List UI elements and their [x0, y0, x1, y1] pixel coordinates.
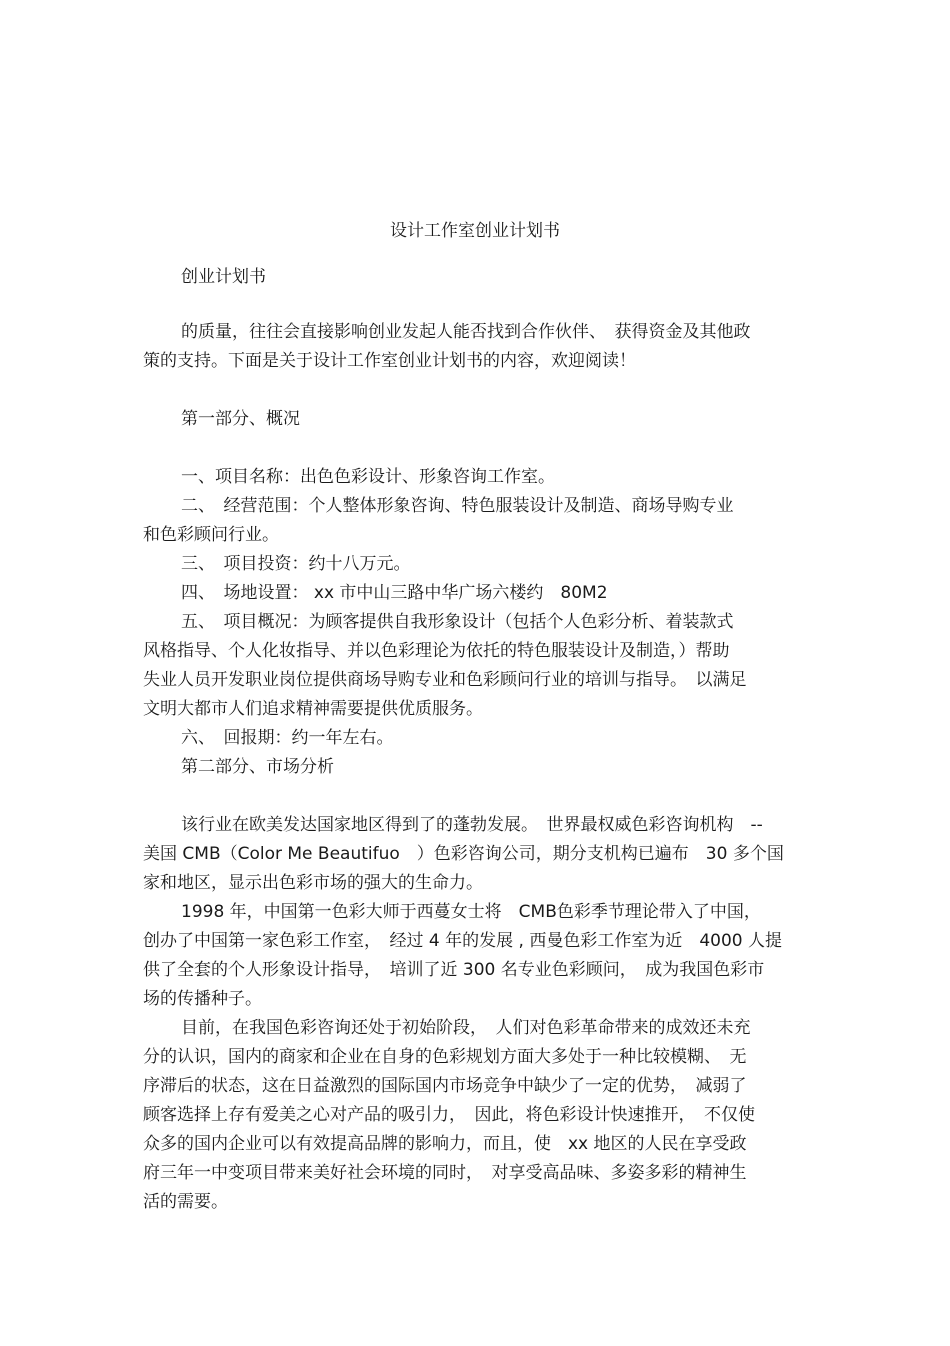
document-subtitle: 创业计划书 — [181, 267, 266, 287]
part2-line: 目前，在我国色彩咨询还处于初始阶段， 人们对色彩革命带来的成效还未充 — [181, 1018, 751, 1038]
part2-line: 分的认识，国内的商家和企业在自身的色彩规划方面大多处于一种比较模糊、 无 — [143, 1047, 747, 1067]
part2-line: 1998 年，中国第一色彩大师于西蔓女士将 CMB色彩季节理论带入了中国， — [181, 902, 761, 922]
part2-line: 场的传播种子。 — [143, 989, 262, 1009]
document-title: 设计工作室创业计划书 — [390, 221, 560, 241]
part1-line: 四、 场地设置： xx 市中山三路中华广场六楼约 80M2 — [181, 583, 608, 603]
part2-line: 活的需要。 — [143, 1192, 228, 1212]
part1-line: 六、 回报期：约一年左右。 — [181, 728, 394, 748]
section-heading-part1: 第一部分、概况 — [181, 409, 300, 429]
part1-line: 文明大都市人们追求精神需要提供优质服务。 — [143, 699, 483, 719]
section-heading-part2: 第二部分、市场分析 — [181, 757, 334, 777]
part1-line: 和色彩顾问行业。 — [143, 525, 279, 545]
intro-line: 策的支持。下面是关于设计工作室创业计划书的内容，欢迎阅读！ — [143, 351, 636, 371]
part2-line: 供了全套的个人形象设计指导， 培训了近 300 名专业色彩顾问， 成为我国色彩市 — [143, 960, 765, 980]
part2-line: 序滞后的状态，这在日益激烈的国际国内市场竞争中缺少了一定的优势， 减弱了 — [143, 1076, 747, 1096]
part1-line: 风格指导、个人化妆指导、并以色彩理论为依托的特色服装设计及制造，）帮助 — [143, 641, 730, 661]
part2-line: 众多的国内企业可以有效提高品牌的影响力，而且，使 xx 地区的人民在享受政 — [143, 1134, 747, 1154]
part2-line: 美国 CMB（Color Me Beautifuo ）色彩咨询公司，期分支机构已遍布 30 多个国 — [143, 844, 784, 864]
part1-line: 二、 经营范围：个人整体形象咨询、特色服装设计及制造、商场导购专业 — [181, 496, 734, 516]
part2-line: 创办了中国第一家色彩工作室， 经过 4 年的发展 , 西曼色彩工作室为近 4000 人提 — [143, 931, 783, 951]
part2-line: 家和地区，显示出色彩市场的强大的生命力。 — [143, 873, 483, 893]
part2-line: 府三年一中变项目带来美好社会环境的同时， 对享受高品味、多姿多彩的精神生 — [143, 1163, 747, 1183]
intro-line: 的质量，往往会直接影响创业发起人能否找到合作伙伴、 获得资金及其他政 — [181, 322, 751, 342]
part1-line: 一、项目名称：出色色彩设计、形象咨询工作室。 — [181, 467, 555, 487]
part1-line: 五、 项目概况：为顾客提供自我形象设计（包括个人色彩分析、着装款式 — [181, 612, 734, 632]
part1-line: 失业人员开发职业岗位提供商场导购专业和色彩顾问行业的培训与指导。 以满足 — [143, 670, 747, 690]
part2-line: 该行业在欧美发达国家地区得到了的蓬勃发展。 世界最权威色彩咨询机构 -- — [181, 815, 763, 835]
part1-line: 三、 项目投资：约十八万元。 — [181, 554, 411, 574]
part2-line: 顾客选择上存有爱美之心对产品的吸引力， 因此，将色彩设计快速推开， 不仅使 — [143, 1105, 755, 1125]
